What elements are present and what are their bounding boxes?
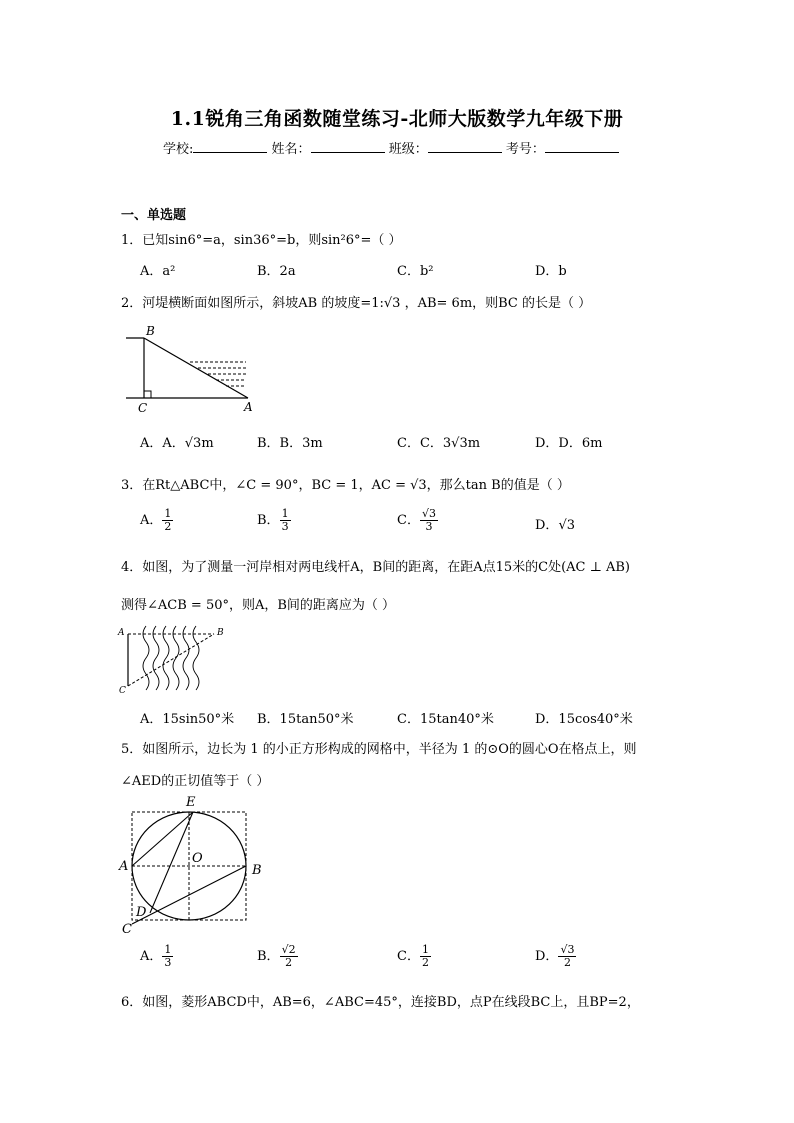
q4-option-c: C．15tan40°米 [397, 712, 494, 727]
q5-label-o: O [192, 851, 203, 866]
name-blank [311, 140, 385, 153]
class-label: 班级： [388, 142, 428, 157]
fraction: $\frac{1}{2}$ [164, 507, 172, 533]
q1-option-d: D．b [535, 264, 567, 279]
fraction: $\frac{√3}{3}$ [421, 507, 436, 533]
school-blank [193, 140, 267, 153]
fraction: $\frac{1}{3}$ [164, 943, 172, 969]
q1-option-a: A．a² [140, 264, 176, 279]
q4-option-d: D．15cos40°米 [535, 712, 633, 727]
q1-option-b: B．2a [257, 264, 296, 279]
page-title: 1.1锐角三角函数随堂练习-北师大版数学九年级下册 [170, 108, 624, 130]
class-blank [428, 140, 502, 153]
name-label: 姓名： [271, 142, 311, 157]
q2-label-b: B [146, 324, 155, 338]
q4-option-a: A．15sin50°米 [140, 712, 235, 727]
q2-option-d: D．D．6m [535, 436, 603, 451]
q2-label-c: C [138, 401, 148, 415]
q5-option-d: D． $\frac{√3}{2}$ [535, 943, 575, 969]
fraction: $\frac{√2}{2}$ [281, 943, 296, 969]
q5-label-d: D [136, 905, 147, 920]
q5-option-b: B． $\frac{√2}{2}$ [257, 943, 296, 969]
question-5-stem-line1: 5．如图所示，边长为 1 的小正方形构成的网格中，半径为 1 的⊙O的圆心O在格点上，则 [121, 742, 637, 757]
q2-option-a: A．A．√3m [140, 436, 214, 451]
school-label: 学校: [163, 142, 194, 157]
q5-option-a: A． $\frac{1}{3}$ [140, 943, 172, 969]
question-3-stem: 3．在Rt△ABC中，∠C = 90°，BC = 1，AC = √3，那么tan B的值是（ ） [121, 478, 570, 493]
q5-label-a: A [119, 859, 129, 874]
question-1-stem: 1．已知sin6°=a，sin36°=b，则sin²6°=（ ） [121, 233, 402, 248]
student-info-line [163, 138, 619, 157]
section-heading: 一、单选题 [121, 208, 187, 223]
fraction: $\frac{1}{3}$ [281, 507, 289, 533]
q5-figure [116, 792, 272, 938]
question-5-stem-line2: ∠AED的正切值等于（ ） [121, 774, 270, 789]
q5-label-e: E [186, 795, 196, 810]
q2-option-b: B．B．3m [257, 436, 323, 451]
q3-option-b: B． $\frac{1}{3}$ [257, 507, 289, 533]
q4-figure [116, 620, 236, 696]
q3-option-a: A． $\frac{1}{2}$ [140, 507, 172, 533]
q5-label-c: C [122, 922, 132, 937]
question-6-stem: 6．如图，菱形ABCD中，AB=6，∠ABC=45°，连接BD，点P在线段BC上，且BP=2， [121, 995, 640, 1010]
number-blank [545, 140, 619, 153]
fraction: $\frac{√3}{2}$ [560, 943, 575, 969]
question-4-stem-line2: 测得∠ACB = 50°，则A，B间的距离应为（ ） [121, 598, 396, 613]
q4-option-b: B．15tan50°米 [257, 712, 354, 727]
question-2-stem: 2．河堤横断面如图所示，斜坡AB 的坡度=1:√3 ，AB= 6m，则BC 的长是（ ） [121, 296, 592, 311]
q3-option-c: C． $\frac{√3}{3}$ [397, 507, 436, 533]
q5-option-c: C． $\frac{1}{2}$ [397, 943, 429, 969]
q2-option-c: C．C．3√3m [397, 436, 481, 451]
fraction: $\frac{1}{2}$ [421, 943, 429, 969]
q3-option-d: D．√3 [535, 518, 575, 533]
q1-option-c: C．b² [397, 264, 434, 279]
number-label: 考号： [505, 142, 545, 157]
q4-label-b: B [217, 628, 224, 638]
q4-label-a: A [118, 628, 125, 638]
question-4-stem-line1: 4．如图，为了测量一河岸相对两电线杆A，B间的距离，在距A点15米的C处(AC ⊥ AB) [121, 560, 630, 575]
q4-label-c: C [119, 686, 126, 696]
q5-label-b: B [252, 863, 262, 878]
q2-label-a: A [244, 400, 253, 414]
q2-figure [120, 322, 260, 416]
